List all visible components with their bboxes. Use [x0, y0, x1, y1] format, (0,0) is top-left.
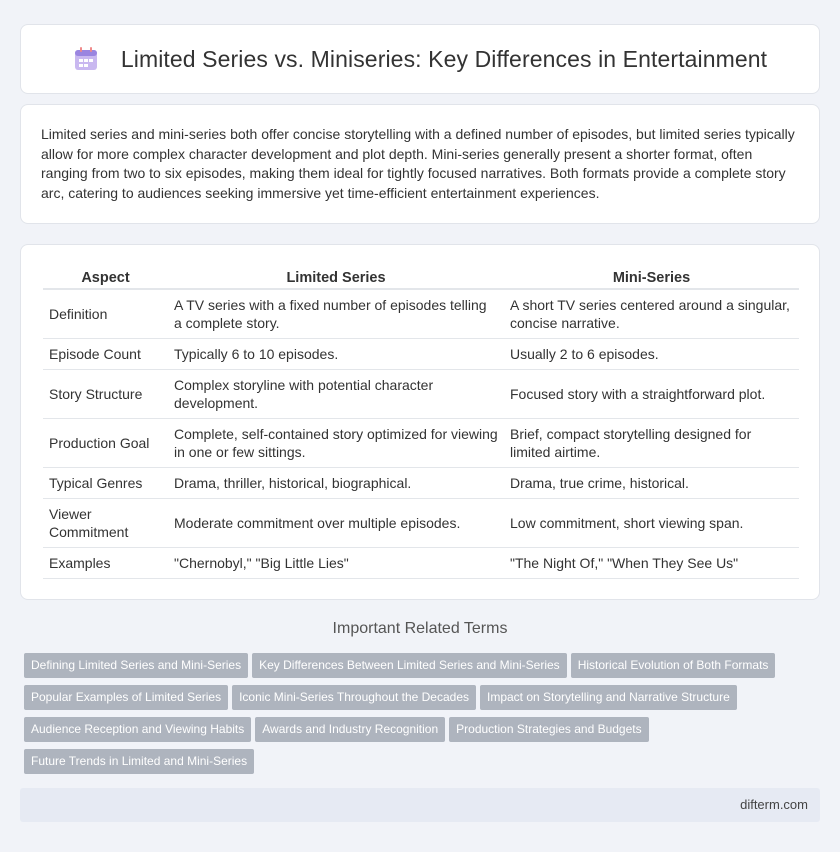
related-terms-title: Important Related Terms: [332, 620, 508, 637]
footer: [20, 788, 820, 822]
related-term-tag[interactable]: Impact on Storytelling and Narrative Structure: [480, 685, 737, 710]
table-row: [43, 548, 799, 579]
related-term-tag[interactable]: Future Trends in Limited and Mini-Series: [24, 749, 254, 774]
related-term-tag[interactable]: Production Strategies and Budgets: [449, 717, 648, 742]
row-aspect: Episode Count: [43, 339, 168, 370]
row-limited: Drama, thriller, historical, biographical.: [168, 468, 504, 499]
row-aspect: Production Goal: [43, 419, 168, 468]
related-term-tag[interactable]: Historical Evolution of Both Formats: [571, 653, 776, 678]
page-title: Limited Series vs. Miniseries: Key Differences in Entertainment: [120, 45, 768, 72]
header-aspect: Aspect: [43, 265, 168, 290]
row-mini: Low commitment, short viewing span.: [504, 499, 799, 548]
row-aspect: Typical Genres: [43, 468, 168, 499]
related-terms-list: [24, 653, 814, 781]
row-limited: A TV series with a fixed number of episodes telling a complete story.: [168, 290, 504, 339]
header-limited-series: Limited Series: [168, 265, 504, 290]
row-mini: Drama, true crime, historical.: [504, 468, 799, 499]
table-row: [43, 499, 799, 548]
table-row: [43, 290, 799, 339]
row-limited: "Chernobyl," "Big Little Lies": [168, 548, 504, 579]
page-header: [20, 24, 820, 94]
table-row: [43, 468, 799, 499]
row-mini: Brief, compact storytelling designed for limited airtime.: [504, 419, 799, 468]
table-row: [43, 370, 799, 419]
calendar-icon: [73, 46, 99, 72]
row-aspect: Examples: [43, 548, 168, 579]
row-limited: Complete, self-contained story optimized for viewing in one or few sittings.: [168, 419, 504, 468]
intro-text: Limited series and mini-series both offer concise storytelling with a defined number of episodes, but limited series typically allow for more complex character development and plot depth. Mini-series generally present a shorter format, often ranging from two to six episodes, making them ideal for tightly focused narratives. Both formats provide a complete story arc, catering to audiences seeking immersive yet time-efficient entertainment experiences.: [41, 126, 795, 201]
row-limited: Moderate commitment over multiple episodes.: [168, 499, 504, 548]
row-limited: Typically 6 to 10 episodes.: [168, 339, 504, 370]
header-mini-series: Mini-Series: [504, 265, 799, 290]
related-term-tag[interactable]: Defining Limited Series and Mini-Series: [24, 653, 248, 678]
footer-brand-link[interactable]: difterm.com: [740, 797, 808, 812]
related-term-tag[interactable]: Popular Examples of Limited Series: [24, 685, 228, 710]
row-limited: Complex storyline with potential character development.: [168, 370, 504, 419]
comparison-table: [43, 265, 799, 579]
row-aspect: Story Structure: [43, 370, 168, 419]
row-mini: Usually 2 to 6 episodes.: [504, 339, 799, 370]
row-mini: "The Night Of," "When They See Us": [504, 548, 799, 579]
related-term-tag[interactable]: Key Differences Between Limited Series and Mini-Series: [252, 653, 567, 678]
table-row: [43, 419, 799, 468]
row-aspect: Viewer Commitment: [43, 499, 168, 548]
intro-card: [20, 104, 820, 224]
table-header-row: [43, 265, 799, 290]
row-aspect: Definition: [43, 290, 168, 339]
related-term-tag[interactable]: Iconic Mini-Series Throughout the Decades: [232, 685, 476, 710]
related-term-tag[interactable]: Awards and Industry Recognition: [255, 717, 445, 742]
row-mini: A short TV series centered around a singular, concise narrative.: [504, 290, 799, 339]
row-mini: Focused story with a straightforward plot.: [504, 370, 799, 419]
related-term-tag[interactable]: Audience Reception and Viewing Habits: [24, 717, 251, 742]
comparison-card: [20, 244, 820, 600]
table-row: [43, 339, 799, 370]
